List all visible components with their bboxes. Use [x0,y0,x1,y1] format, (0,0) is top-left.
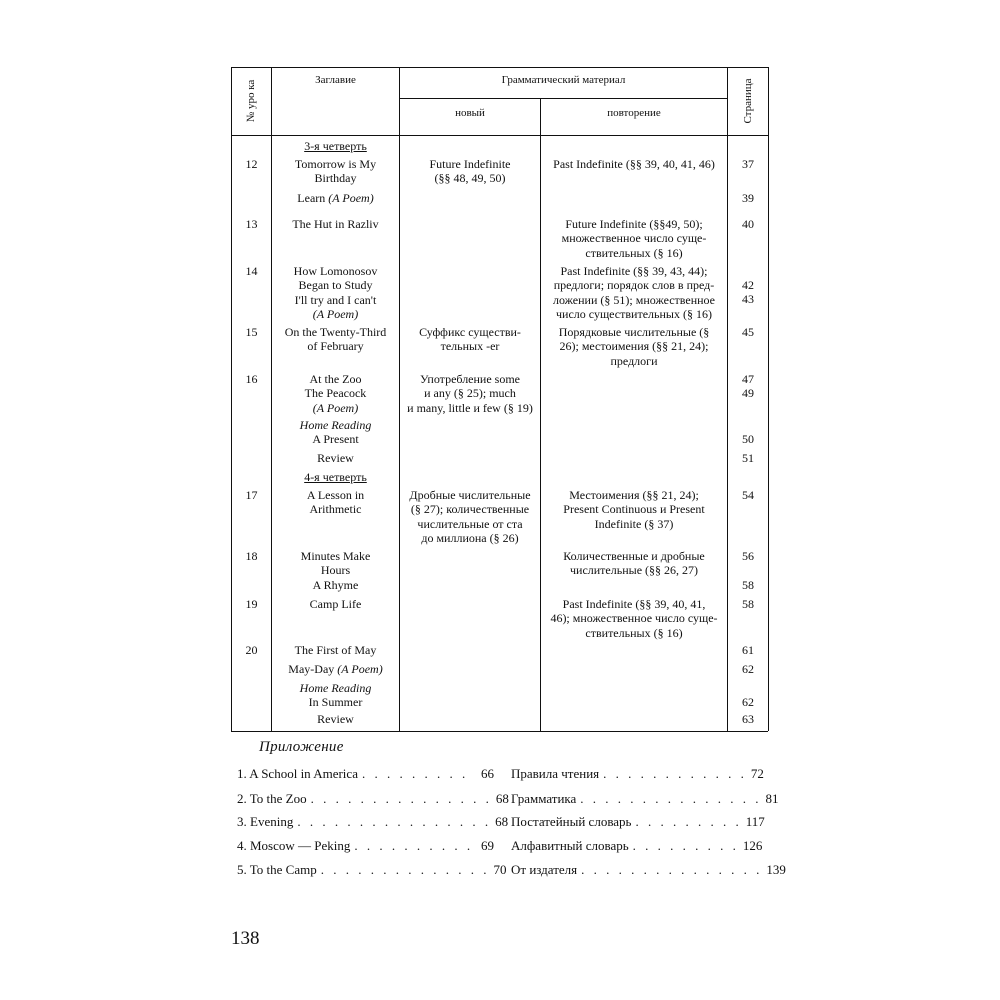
lesson-title: Tomorrow is My Birthday [294,157,377,186]
page-number: 54 [742,488,754,502]
page-number: 50 [742,432,754,446]
lesson-title: Review [317,451,354,465]
lesson-number: 20 [245,643,258,657]
header-new: новый [455,107,485,119]
lesson-number: 16 [245,372,258,386]
header-lesson-number: № уро ка [245,79,257,123]
lesson-number: 12 [245,157,258,171]
page-number: 61 [742,643,754,657]
lesson-number: 15 [245,325,258,339]
grammar-review: Past Indefinite (§§ 39, 40, 41, 46); множественное число суще- ствительных (§ 16) [550,597,718,640]
header-bottom-border [231,135,768,136]
appendix-entry: 2. To the Zoo . . . . . . . . . . . . . . . 68 [237,791,509,806]
appendix-entry: 3. Evening . . . . . . . . . . . . . . . . 68 [237,814,509,829]
grammar-new: Дробные числительные (§ 27); количественные числительные от ста до миллиона (§ 26) [409,488,531,545]
header-grammar: Грамматический материал [501,74,626,86]
lesson-title: Learn (A Poem) [297,191,374,205]
page-number: 51 [742,451,754,465]
page-number: 62 [742,695,754,709]
appendix-entry: 1. A School in America . . . . . . . . . 66 [237,766,494,781]
page-number: 45 [742,325,754,339]
appendix-entry: 5. To the Camp . . . . . . . . . . . . . . 70 [237,862,507,877]
grammar-review: Порядковые числительные (§ 26); местоимения (§§ 21, 24); предлоги [558,325,710,368]
page-number: 40 [742,217,754,231]
lesson-title: On the Twenty-Third of February [284,325,387,354]
grammar-new: Future Indefinite (§§ 48, 49, 50) [429,157,511,186]
appendix-entry: Правила чтения . . . . . . . . . . . . 72 [511,766,764,781]
lesson-title: May-Day (A Poem) [288,662,383,676]
grammar-review: Местоимения (§§ 21, 24); Present Continuous и Present Indefinite (§ 37) [563,488,705,531]
table-right-border [768,67,769,731]
lesson-title: A Lesson in Arithmetic [306,488,365,517]
grammar-review: Future Indefinite (§§49, 50); множественное число суще- ствительных (§ 16) [561,217,707,260]
appendix-title: Приложение [259,739,344,755]
page-number: 47 49 [742,372,754,401]
lesson-title: Home Reading In Summer [299,681,372,710]
grammar-header-divider [399,98,727,99]
lesson-title: The Hut in Razliv [292,217,379,231]
appendix-entry: 4. Moscow — Peking . . . . . . . . . . 69 [237,838,494,853]
lesson-number: 14 [245,264,258,278]
appendix-entry: От издателя . . . . . . . . . . . . . . . 139 [511,862,786,877]
header-page: Страница [742,78,754,124]
lesson-number: 18 [245,549,258,563]
quarter-3-label: 3-я четверть [304,139,367,153]
page-number: 42 43 [742,278,754,307]
lesson-title: How Lomonosov Began to Study I'll try and I can't (A Poem) [293,264,378,321]
grammar-review: Past Indefinite (§§ 39, 40, 41, 46) [553,157,715,171]
page-footer-number: 138 [231,928,260,949]
table-top-border [231,67,768,68]
table-bottom-border [231,731,768,732]
page-number: 37 [742,157,754,171]
quarter-4-label: 4-я четверть [304,470,367,484]
lesson-title: Review [317,712,354,726]
lesson-number: 13 [245,217,258,231]
grammar-review: Количественные и дробные числительные (§§ 26, 27) [563,549,705,578]
page-number: 63 [742,712,754,726]
lesson-title: The First of May [294,643,377,657]
lesson-title: Home Reading A Present [299,418,372,447]
page-number: 39 [742,191,754,205]
header-title: Заглавие [315,74,356,86]
lesson-number: 17 [245,488,258,502]
lesson-title: Camp Life [309,597,362,611]
lesson-title: Minutes Make Hours A Rhyme [300,549,371,592]
grammar-new: Употребление some и any (§ 25); much и many, little и few (§ 19) [407,372,533,415]
header-review: повторение [607,107,661,119]
appendix-entry: Постатейный словарь . . . . . . . . . 117 [511,814,765,829]
lesson-title: At the Zoo The Peacock (A Poem) [304,372,367,415]
page-number: 62 [742,662,754,676]
page-number: 58 [742,597,754,611]
lesson-number: 19 [245,597,258,611]
page-number: 56 [742,549,754,563]
page-number: 58 [742,578,754,592]
grammar-review: Past Indefinite (§§ 39, 43, 44); предлоги; порядок слов в пред- ложении (§ 51); множественное число существительных (§ 16) [552,264,716,321]
appendix-entry: Алфавитный словарь . . . . . . . . . 126 [511,838,763,853]
grammar-new: Суффикс существи- тельных -er [419,325,521,354]
appendix-entry: Грамматика . . . . . . . . . . . . . . . 81 [511,791,779,806]
